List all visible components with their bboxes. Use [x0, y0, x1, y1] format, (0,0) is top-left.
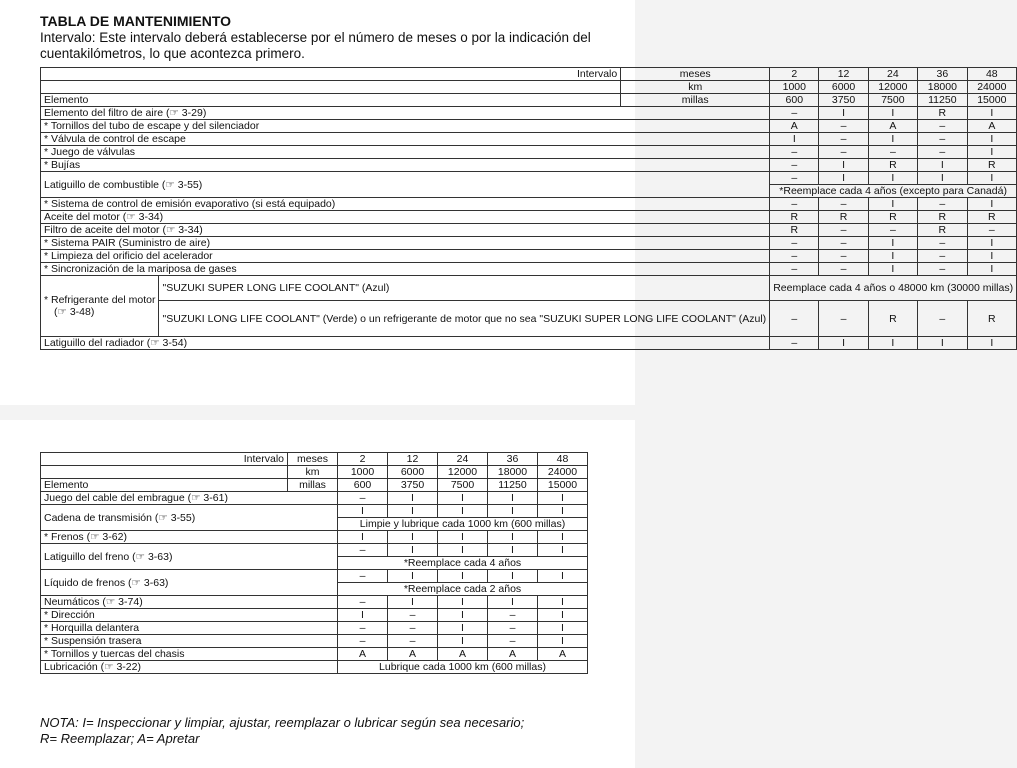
- row-value: –: [967, 224, 1017, 237]
- meses-label: meses: [288, 453, 338, 466]
- km-value: 6000: [819, 81, 868, 94]
- legend-line-2: R= Reemplazar; A= Apretar: [40, 731, 200, 746]
- row-value: –: [770, 263, 819, 276]
- interval-label: Intervalo: [41, 68, 621, 81]
- meses-value: 12: [388, 453, 438, 466]
- table-row: [41, 237, 1017, 250]
- table-row: [41, 250, 1017, 263]
- row-value: –: [770, 146, 819, 159]
- row-label: * Sistema de control de emisión evaporativo (si está equipado): [41, 198, 770, 211]
- header-blank: [41, 81, 621, 94]
- row-value: I: [967, 337, 1017, 350]
- km-label: km: [288, 466, 338, 479]
- millas-value: 11250: [488, 479, 538, 492]
- table-row: [41, 146, 1017, 159]
- interval-label: Intervalo: [41, 453, 288, 466]
- row-value: –: [819, 237, 868, 250]
- millas-label: millas: [288, 479, 338, 492]
- row-value: I: [438, 570, 488, 583]
- row-label: * Juego de válvulas: [41, 146, 770, 159]
- row-value: R: [770, 211, 819, 224]
- row-value: –: [338, 492, 388, 505]
- km-value: 6000: [388, 466, 438, 479]
- row-value: –: [868, 146, 917, 159]
- row-value: –: [918, 120, 967, 133]
- row-value: I: [819, 337, 868, 350]
- row-value: I: [438, 635, 488, 648]
- row-label: * Frenos (☞ 3-62): [41, 531, 338, 544]
- row-value: –: [770, 337, 819, 350]
- row-value: R: [868, 159, 917, 172]
- row-value: R: [868, 211, 917, 224]
- table-row: [41, 263, 1017, 276]
- row-value: –: [819, 146, 868, 159]
- row-value: –: [388, 635, 438, 648]
- km-value: 24000: [967, 81, 1017, 94]
- table-row: [41, 107, 1017, 120]
- millas-value: 7500: [868, 94, 917, 107]
- row-value: –: [488, 609, 538, 622]
- row-value: I: [388, 531, 438, 544]
- row-value: I: [868, 198, 917, 211]
- row-value: I: [438, 622, 488, 635]
- row-value: I: [488, 531, 538, 544]
- row-value: I: [488, 492, 538, 505]
- row-label: * Tornillos del tubo de escape y del silenciador: [41, 120, 770, 133]
- row-value: I: [388, 596, 438, 609]
- row-note: *Reemplace cada 4 años (excepto para Canadá): [770, 185, 1017, 198]
- row-value: I: [488, 596, 538, 609]
- row-value: R: [918, 107, 967, 120]
- meses-value: 36: [918, 68, 967, 81]
- table-row: [41, 570, 588, 583]
- row-note: *Reemplace cada 2 años: [338, 583, 588, 596]
- table-row: [41, 531, 588, 544]
- row-value: I: [967, 263, 1017, 276]
- row-value: A: [438, 648, 488, 661]
- table-row: [41, 609, 588, 622]
- row-label: * Dirección: [41, 609, 338, 622]
- row-note: Lubrique cada 1000 km (600 millas): [338, 661, 588, 674]
- table-row: [41, 492, 588, 505]
- meses-value: 24: [868, 68, 917, 81]
- row-value: I: [438, 596, 488, 609]
- table-row: [41, 648, 588, 661]
- row-value: I: [868, 237, 917, 250]
- header-row-meses: [41, 453, 588, 466]
- meses-value: 48: [538, 453, 588, 466]
- km-value: 12000: [868, 81, 917, 94]
- km-value: 18000: [918, 81, 967, 94]
- row-value: –: [770, 237, 819, 250]
- row-value: I: [868, 337, 917, 350]
- row-value: I: [918, 337, 967, 350]
- row-label: Filtro de aceite del motor (☞ 3-34): [41, 224, 770, 237]
- row-value: –: [819, 250, 868, 263]
- row-value: I: [488, 505, 538, 518]
- row-value: –: [488, 622, 538, 635]
- row-value: –: [338, 622, 388, 635]
- table-row: [41, 133, 1017, 146]
- row-value: I: [338, 531, 388, 544]
- row-value: –: [918, 250, 967, 263]
- coolant-sub1: "SUZUKI SUPER LONG LIFE COOLANT" (Azul): [159, 276, 770, 301]
- km-value: 24000: [538, 466, 588, 479]
- table-row: [41, 635, 588, 648]
- meses-label: meses: [621, 68, 770, 81]
- row-value: I: [388, 544, 438, 557]
- row-value: I: [388, 492, 438, 505]
- row-value: R: [819, 211, 868, 224]
- row-value: I: [967, 107, 1017, 120]
- row-label: Aceite del motor (☞ 3-34): [41, 211, 770, 224]
- row-value: I: [538, 609, 588, 622]
- page-title: TABLA DE MANTENIMIENTO: [40, 13, 232, 29]
- row-value: A: [388, 648, 438, 661]
- row-value: I: [338, 609, 388, 622]
- row-value: I: [918, 159, 967, 172]
- row-label: * Tornillos y tuercas del chasis: [41, 648, 338, 661]
- table-row: [41, 661, 588, 674]
- row-value: I: [538, 505, 588, 518]
- element-label: Elemento: [41, 94, 621, 107]
- legend-note: [40, 715, 524, 747]
- row-note: Limpie y lubrique cada 1000 km (600 millas): [338, 518, 588, 531]
- row-label: * Sistema PAIR (Suministro de aire): [41, 237, 770, 250]
- row-value: I: [538, 570, 588, 583]
- row-label: * Bujías: [41, 159, 770, 172]
- header-row-km: [41, 466, 588, 479]
- row-value: –: [770, 301, 819, 337]
- row-label: * Horquilla delantera: [41, 622, 338, 635]
- coolant-label-text: * Refrigerante del motor: [44, 294, 156, 306]
- row-value: I: [438, 505, 488, 518]
- legend-line-1: NOTA: I= Inspeccionar y limpiar, ajustar, reemplazar o lubricar según sea necesario;: [40, 715, 525, 730]
- row-label: Juego del cable del embrague (☞ 3-61): [41, 492, 338, 505]
- table-row: [41, 224, 1017, 237]
- row-value: I: [868, 133, 917, 146]
- row-value: A: [868, 120, 917, 133]
- row-value: I: [967, 146, 1017, 159]
- row-value: I: [438, 492, 488, 505]
- row-value: I: [868, 107, 917, 120]
- table-row: [41, 596, 588, 609]
- km-value: 12000: [438, 466, 488, 479]
- row-value: I: [538, 531, 588, 544]
- row-value: I: [967, 172, 1017, 185]
- header-blank: [41, 466, 288, 479]
- millas-value: 3750: [819, 94, 868, 107]
- header-row-meses: [41, 68, 1017, 81]
- meses-value: 12: [819, 68, 868, 81]
- row-value: –: [918, 237, 967, 250]
- km-label: km: [621, 81, 770, 94]
- table-row: [41, 505, 588, 518]
- km-value: 18000: [488, 466, 538, 479]
- meses-value: 2: [770, 68, 819, 81]
- row-value: I: [967, 250, 1017, 263]
- element-label: Elemento: [41, 479, 288, 492]
- row-value: I: [967, 237, 1017, 250]
- row-value: A: [488, 648, 538, 661]
- row-value: I: [868, 250, 917, 263]
- row-value: A: [967, 120, 1017, 133]
- row-value: –: [488, 635, 538, 648]
- maintenance-table-2: [40, 452, 588, 674]
- row-value: –: [819, 224, 868, 237]
- maintenance-card-2: [0, 420, 635, 768]
- row-value: I: [488, 544, 538, 557]
- coolant-row-1: [41, 276, 1017, 301]
- millas-value: 15000: [538, 479, 588, 492]
- row-value: –: [770, 250, 819, 263]
- row-value: –: [819, 263, 868, 276]
- row-value: –: [770, 107, 819, 120]
- row-value: R: [967, 211, 1017, 224]
- intro-text: Intervalo: Este intervalo deberá establecerse por el número de meses o por la indicación del cuentakilómetros, lo que acontezca primero.: [40, 30, 591, 61]
- row-value: –: [819, 301, 868, 337]
- millas-value: 600: [338, 479, 388, 492]
- row-label: Lubricación (☞ 3-22): [41, 661, 338, 674]
- row-value: R: [918, 211, 967, 224]
- row-value: –: [770, 159, 819, 172]
- table-row: [41, 172, 1017, 185]
- table-row: [41, 198, 1017, 211]
- row-value: I: [538, 635, 588, 648]
- row-value: –: [819, 198, 868, 211]
- coolant-ref: (☞ 3-48): [54, 306, 95, 318]
- row-value: –: [338, 570, 388, 583]
- row-value: R: [967, 301, 1017, 337]
- header-row-millas: [41, 479, 588, 492]
- table-row: [41, 544, 588, 557]
- row-label: Latiguillo del radiador (☞ 3-54): [41, 337, 770, 350]
- row-value: I: [538, 596, 588, 609]
- row-label: * Válvula de control de escape: [41, 133, 770, 146]
- meses-value: 2: [338, 453, 388, 466]
- row-value: I: [770, 133, 819, 146]
- row-value: –: [770, 172, 819, 185]
- row-value: –: [338, 596, 388, 609]
- table-row: [41, 622, 588, 635]
- row-label: Latiguillo de combustible (☞ 3-55): [41, 172, 770, 198]
- row-value: I: [868, 263, 917, 276]
- row-value: –: [918, 263, 967, 276]
- row-value: A: [770, 120, 819, 133]
- row-value: I: [438, 531, 488, 544]
- row-label: Cadena de transmisión (☞ 3-55): [41, 505, 338, 531]
- row-value: –: [918, 301, 967, 337]
- millas-value: 7500: [438, 479, 488, 492]
- row-value: I: [868, 172, 917, 185]
- row-value: –: [388, 622, 438, 635]
- row-value: I: [438, 609, 488, 622]
- table-row: [41, 159, 1017, 172]
- row-value: –: [770, 198, 819, 211]
- row-label: * Suspensión trasera: [41, 635, 338, 648]
- row-value: –: [819, 120, 868, 133]
- coolant-sub1-note: Reemplace cada 4 años o 48000 km (30000 millas): [770, 276, 1017, 301]
- row-value: R: [967, 159, 1017, 172]
- row-value: –: [918, 198, 967, 211]
- millas-label: millas: [621, 94, 770, 107]
- row-value: I: [918, 172, 967, 185]
- row-value: –: [819, 133, 868, 146]
- table-row: [41, 211, 1017, 224]
- row-value: –: [388, 609, 438, 622]
- millas-value: 600: [770, 94, 819, 107]
- row-value: R: [918, 224, 967, 237]
- meses-value: 24: [438, 453, 488, 466]
- row-value: I: [538, 492, 588, 505]
- maintenance-table-1: [40, 67, 1017, 350]
- table-row: [41, 337, 1017, 350]
- row-value: I: [488, 570, 538, 583]
- row-value: –: [338, 635, 388, 648]
- row-value: I: [538, 622, 588, 635]
- row-label: Elemento del filtro de aire (☞ 3-29): [41, 107, 770, 120]
- millas-value: 15000: [967, 94, 1017, 107]
- row-label: * Limpieza del orificio del acelerador: [41, 250, 770, 263]
- row-value: A: [538, 648, 588, 661]
- row-value: –: [918, 146, 967, 159]
- row-value: –: [338, 544, 388, 557]
- row-value: I: [388, 570, 438, 583]
- row-value: I: [819, 159, 868, 172]
- row-label: * Sincronización de la mariposa de gases: [41, 263, 770, 276]
- table-row: [41, 120, 1017, 133]
- header-row-millas: [41, 94, 1017, 107]
- row-value: I: [967, 133, 1017, 146]
- coolant-row-2: [41, 301, 1017, 337]
- row-value: I: [819, 172, 868, 185]
- row-value: A: [338, 648, 388, 661]
- row-value: –: [918, 133, 967, 146]
- row-note: *Reemplace cada 4 años: [338, 557, 588, 570]
- row-value: I: [388, 505, 438, 518]
- row-value: R: [868, 301, 917, 337]
- row-value: I: [538, 544, 588, 557]
- meses-value: 36: [488, 453, 538, 466]
- row-label: Líquido de frenos (☞ 3-63): [41, 570, 338, 596]
- millas-value: 3750: [388, 479, 438, 492]
- coolant-sub2: "SUZUKI LONG LIFE COOLANT" (Verde) o un refrigerante de motor que no sea "SUZUKI SUPER LONG LIFE COOLANT" (Azul): [159, 301, 770, 337]
- row-value: R: [770, 224, 819, 237]
- row-value: –: [868, 224, 917, 237]
- row-value: I: [438, 544, 488, 557]
- row-label: Latiguillo del freno (☞ 3-63): [41, 544, 338, 570]
- millas-value: 11250: [918, 94, 967, 107]
- coolant-label: [41, 276, 159, 337]
- row-value: I: [819, 107, 868, 120]
- meses-value: 48: [967, 68, 1017, 81]
- km-value: 1000: [338, 466, 388, 479]
- header-row-km: [41, 81, 1017, 94]
- row-value: I: [338, 505, 388, 518]
- km-value: 1000: [770, 81, 819, 94]
- row-value: I: [967, 198, 1017, 211]
- row-label: Neumáticos (☞ 3-74): [41, 596, 338, 609]
